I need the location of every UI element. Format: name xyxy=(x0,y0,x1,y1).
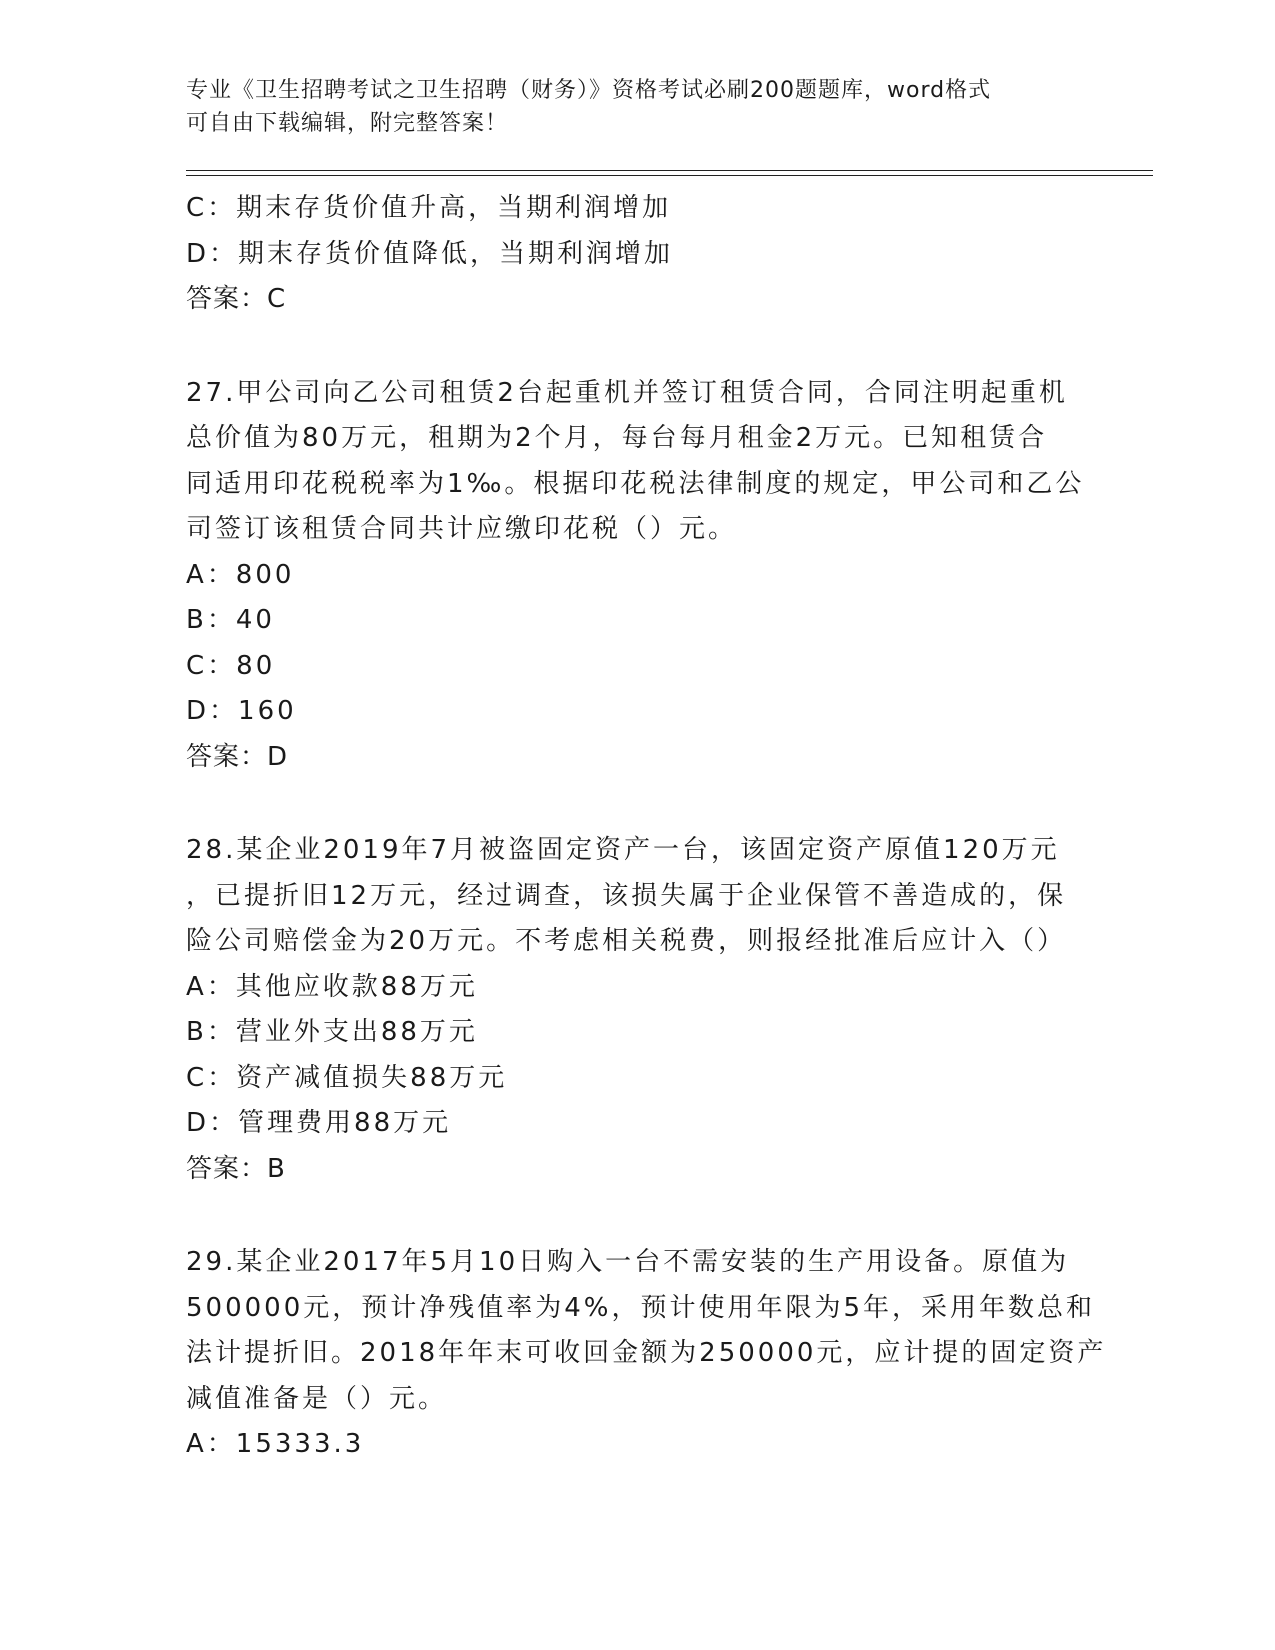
option-line: B：40 xyxy=(186,605,275,635)
question-line: 总价值为80万元，租期为2个月，每台每月租金2万元。已知租赁合 xyxy=(186,423,1048,453)
option-line: D：160 xyxy=(186,696,297,726)
answer-line: 答案：D xyxy=(186,741,289,772)
answer-line: 答案：C xyxy=(186,284,287,314)
option-line: C：80 xyxy=(186,650,276,681)
header-rule-top xyxy=(186,170,1153,171)
option-line: D：期末存货价值降低，当期利润增加 xyxy=(186,238,674,269)
question-line: 险公司赔偿金为20万元。不考虑相关税费，则报经批准后应计入（） xyxy=(186,926,1067,956)
option-line: B：营业外支出88万元 xyxy=(186,1017,478,1047)
question-line: 28.某企业2019年7月被盗固定资产一台，该固定资产原值120万元 xyxy=(186,835,1060,865)
spacer xyxy=(186,1192,1086,1240)
question-line: 同适用印花税税率为1‰。根据印花税法律制度的规定，甲公司和乙公 xyxy=(186,468,1085,499)
question-line: ，已提折旧12万元，经过调查，该损失属于企业保管不善造成的，保 xyxy=(186,880,1067,911)
answer-line: 答案：B xyxy=(186,1153,286,1184)
header-rule-bottom xyxy=(186,175,1153,176)
question-line: 减值准备是（）元。 xyxy=(186,1383,448,1414)
question-line: 27.甲公司向乙公司租赁2台起重机并签订租赁合同，合同注明起重机 xyxy=(186,377,1068,408)
question-line: 500000元，预计净残值率为4%，预计使用年限为5年，采用年数总和 xyxy=(186,1292,1096,1323)
spacer xyxy=(186,323,1086,371)
spacer xyxy=(186,780,1086,828)
question-block-27 xyxy=(186,371,1086,781)
question-content xyxy=(186,186,1107,1468)
question-block-28 xyxy=(186,828,1086,1192)
document-header xyxy=(186,74,1086,140)
option-line: A：15333.3 xyxy=(186,1429,365,1459)
header-line-1: 专业《卫生招聘考试之卫生招聘（财务）》资格考试必刷200题题库，word格式 xyxy=(186,78,992,103)
option-line: D：管理费用88万元 xyxy=(186,1108,452,1138)
question-block-29 xyxy=(186,1240,1107,1468)
question-block-26 xyxy=(186,186,1086,323)
option-line: A：800 xyxy=(186,559,295,590)
header-line-2: 可自由下载编辑，附完整答案！ xyxy=(186,111,509,136)
option-line: C：期末存货价值升高，当期利润增加 xyxy=(186,193,672,223)
option-line: A：其他应收款88万元 xyxy=(186,971,478,1002)
question-line: 29.某企业2017年5月10日购入一台不需安装的生产用设备。原值为 xyxy=(186,1247,1070,1277)
question-line: 法计提折旧。2018年年末可收回金额为250000元，应计提的固定资产 xyxy=(186,1338,1107,1368)
question-line: 司签订该租赁合同共计应缴印花税（）元。 xyxy=(186,514,738,544)
option-line: C：资产减值损失88万元 xyxy=(186,1062,508,1093)
